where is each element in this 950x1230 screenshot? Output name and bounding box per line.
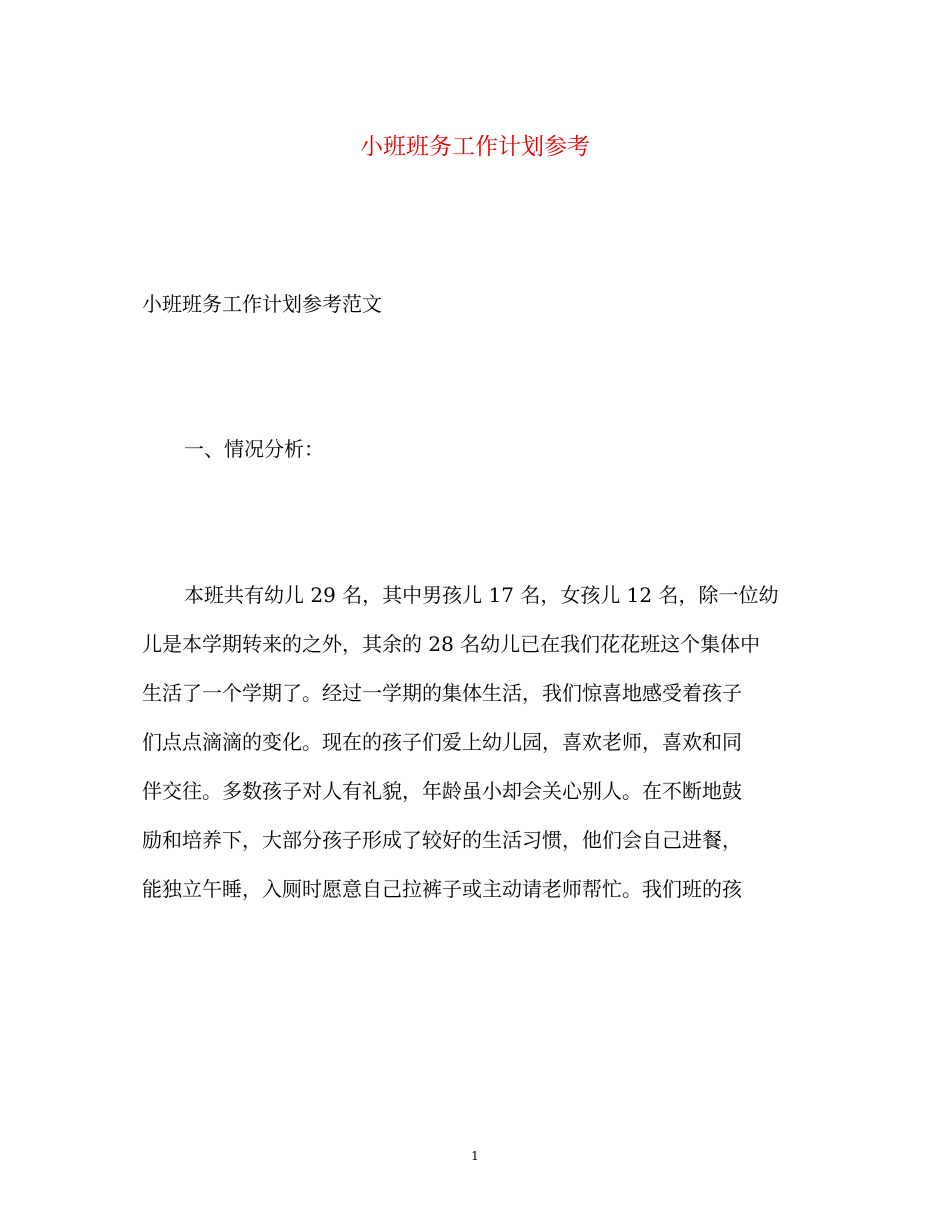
page-number: 1: [471, 1149, 479, 1163]
paragraph-line: 励和培养下，大部分孩子形成了较好的生活习惯，他们会自己进餐，: [142, 828, 742, 852]
paragraph-line: 能独立午睡，入厕时愿意自己拉裤子或主动请老师帮忙。我们班的孩: [142, 877, 742, 901]
section-heading: 一、情况分析：: [184, 437, 324, 461]
paragraph-line: 伴交往。多数孩子对人有礼貌，年龄虽小却会关心别人。在不断地鼓: [142, 779, 742, 803]
document-title: 小班班务工作计划参考: [360, 134, 590, 160]
paragraph-body: [142, 580, 822, 923]
paragraph-line: 本班共有幼儿 29 名，其中男孩儿 17 名，女孩儿 12 名，除一位幼: [184, 583, 779, 607]
paragraph-line: 生活了一个学期了。经过一学期的集体生活，我们惊喜地感受着孩子: [142, 681, 742, 705]
paragraph-line: 儿是本学期转来的之外，其余的 28 名幼儿已在我们花花班这个集体中: [142, 632, 761, 656]
document-subtitle: 小班班务工作计划参考范文: [142, 292, 382, 316]
paragraph-line: 们点点滴滴的变化。现在的孩子们爱上幼儿园，喜欢老师，喜欢和同: [142, 730, 742, 754]
